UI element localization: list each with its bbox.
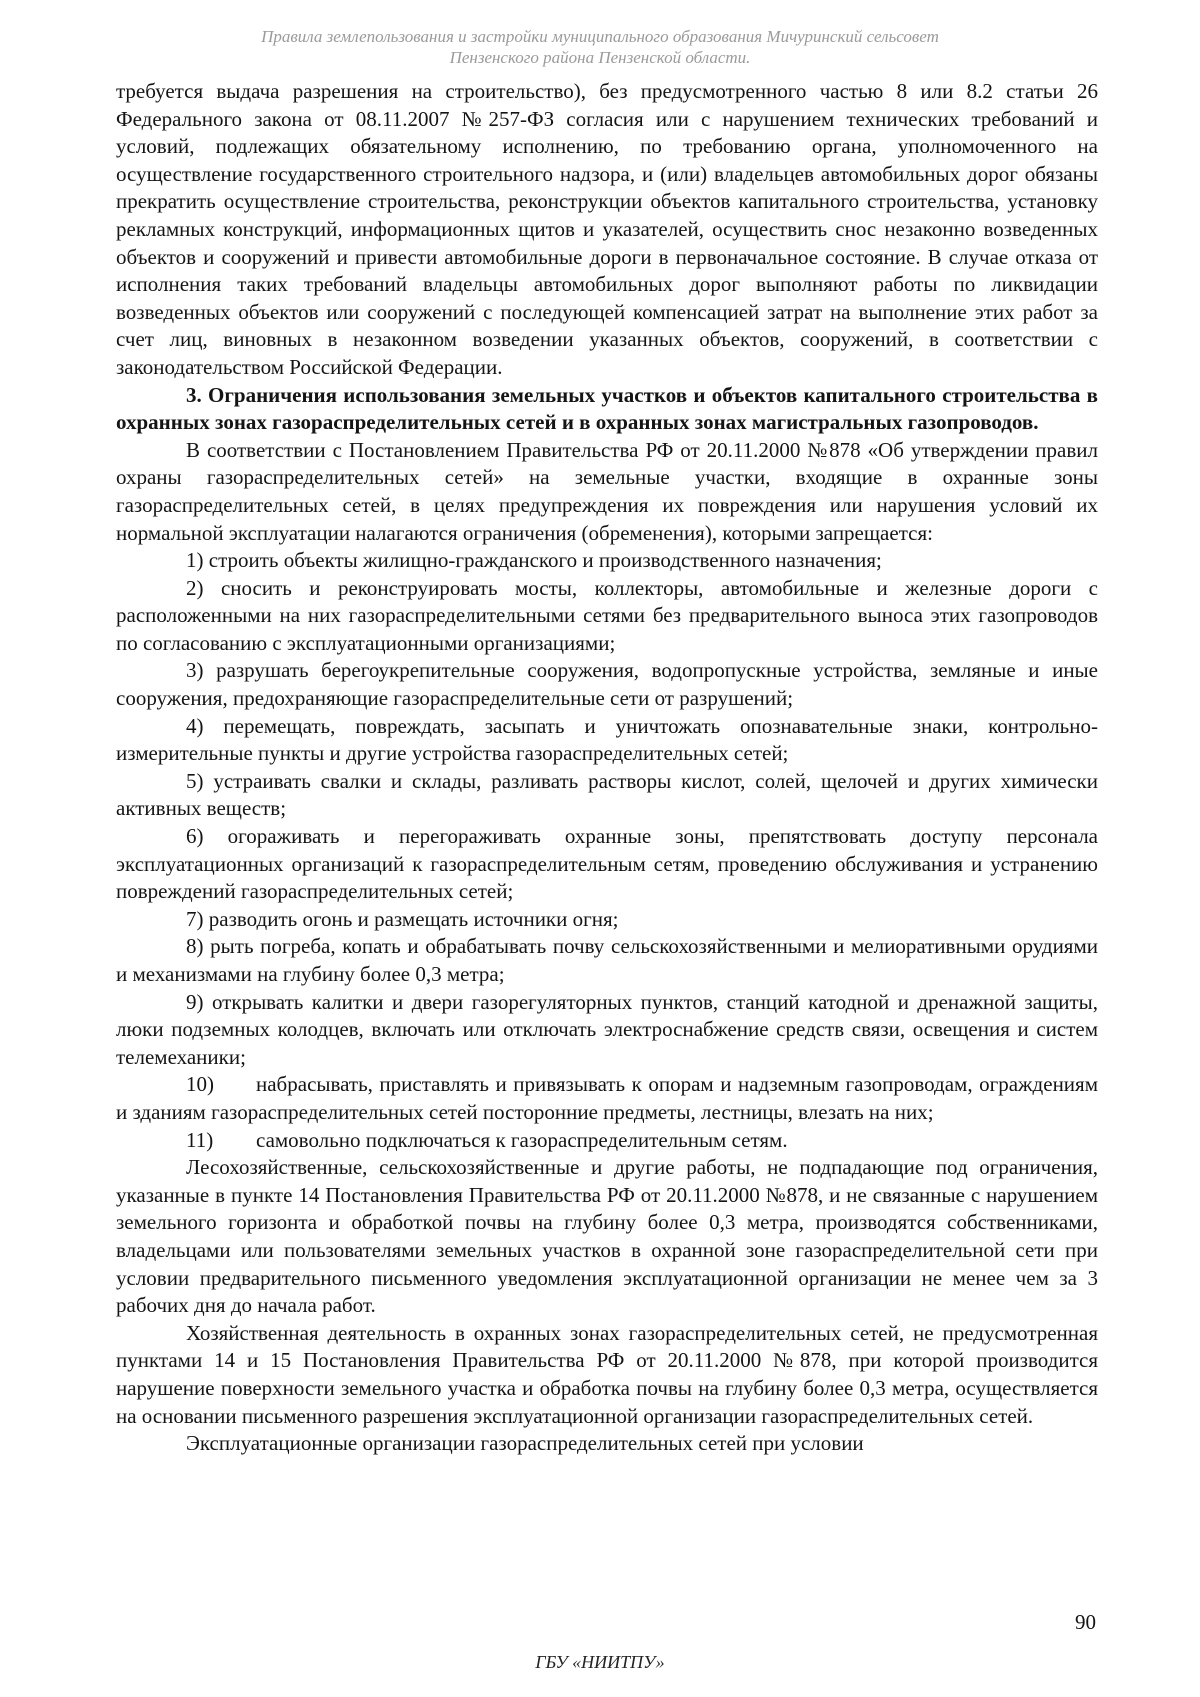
running-header-line-1: Правила землепользования и застройки муниципального образования Мичуринский сельсовет: [261, 27, 939, 46]
paragraph: Эксплуатационные организации газораспределительных сетей при условии: [186, 1431, 864, 1456]
list-item: 5) устраивать свалки и склады, разливать растворы кислот, солей, щелочей и других химически активных веществ;: [116, 768, 1098, 821]
list-number: 11): [186, 1127, 214, 1152]
running-header: [0, 26, 1200, 68]
paragraph: В соответствии с Постановлением Правительства РФ от 20.11.2000 №878 «Об утверждении правил охраны газораспределительных сетей» на земельные участки, входящие в охранные зоны газораспределительных сетей, в целях предупреждения их повреждения или нарушения условий их нормальной эксплуатации налагаются ограничения (обременения), которыми запрещается:: [116, 437, 1098, 545]
list-item-text: самовольно подключаться к газораспределительным сетям.: [256, 1127, 788, 1152]
footer: ГБУ «НИИТПУ»: [535, 1652, 665, 1672]
document-body: [116, 78, 1098, 1458]
list-item: 4) перемещать, повреждать, засыпать и уничтожать опознавательные знаки, контрольно-измерительные пункты и другие устройства газораспределительных сетей;: [116, 713, 1098, 766]
list-item: 2) сносить и реконструировать мосты, коллекторы, автомобильные и железные дороги с расположенными на них газораспределительными сетями без предварительного выноса этих газопроводов по согласованию с эксплуатационными организациями;: [116, 575, 1098, 655]
list-item: 1) строить объекты жилищно-гражданского и производственного назначения;: [186, 548, 882, 573]
paragraph: Лесохозяйственные, сельскохозяйственные и другие работы, не подпадающие под ограничения, указанные в пункте 14 Постановления Правительства РФ от 20.11.2000 №878, и не связанные с нарушением земельного горизонта и обработкой почвы на глубину более 0,3 метра, производятся собственниками, владельцами или пользователями земельных участков в охранной зоне газораспределительной сети при условии предварительного письменного уведомления эксплуатационной организации не менее чем за 3 рабочих дня до начала работ.: [116, 1155, 1098, 1318]
list-number: 10): [186, 1072, 214, 1097]
list-item: 8) рыть погреба, копать и обрабатывать почву сельскохозяйственными и мелиоративными орудиями и механизмами на глубину более 0,3 метра;: [116, 934, 1098, 986]
list-item: [116, 1127, 1098, 1155]
list-item: 7) разводить огонь и размещать источники огня;: [186, 906, 619, 931]
paragraph: Хозяйственная деятельность в охранных зонах газораспределительных сетей, не предусмотренная пунктами 14 и 15 Постановления Правительства РФ от 20.11.2000 №878, при которой производится нарушение поверхности земельного участка и обработка почвы на глубину более 0,3 метра, осуществляется на основании письменного разрешения эксплуатационной организации газораспределительных сетей.: [116, 1320, 1098, 1428]
page-number: 90: [1075, 1610, 1096, 1634]
list-item: [116, 1071, 1098, 1126]
list-item: 9) открывать калитки и двери газорегуляторных пунктов, станций катодной и дренажной защиты, люки подземных колодцев, включать или отключать электроснабжение средств связи, освещения и систем телемеханики;: [116, 989, 1098, 1069]
list-item-text: набрасывать, приставлять и привязывать к опорам и надземным газопроводам, ограждениям и зданиям газораспределительных сетей посторонние предметы, лестницы, влезать на них;: [116, 1072, 1098, 1124]
section-heading: 3. Ограничения использования земельных участков и объектов капитального строительства в охранных зонах газораспределительных сетей и в охранных зонах магистральных газопроводов.: [116, 382, 1098, 435]
paragraph: требуется выдача разрешения на строительство), без предусмотренного частью 8 или 8.2 статьи 26 Федерального закона от 08.11.2007 №257-ФЗ согласия или с нарушением технических требований и условий, подлежащих обязательному исполнению, по требованию органа, уполномоченного на осуществление государственного строительного надзора, и (или) владельцев автомобильных дорог обязаны прекратить осуществление строительства, реконструкции объектов капитального строительства, установку рекламных конструкций, информационных щитов и указателей, осуществить снос незаконно возведенных объектов и сооружений и привести автомобильные дороги в первоначальное состояние. В случае отказа от исполнения таких требований владельцы автомобильных дорог выполняют работы по ликвидации возведенных объектов или сооружений с последующей компенсацией затрат на выполнение этих работ за счет лиц, виновных в незаконном возведении указанных объектов, сооружений, в соответствии с законодательством Российской Федерации.: [116, 79, 1098, 379]
list-item: 3) разрушать берегоукрепительные сооружения, водопропускные устройства, земляные и иные сооружения, предохраняющие газораспределительные сети от разрушений;: [116, 658, 1098, 711]
running-header-line-2: Пензенского района Пензенской области.: [449, 48, 751, 67]
list-item: 6) огораживать и перегораживать охранные зоны, препятствовать доступу персонала эксплуатационных организаций к газораспределительным сетям, проведению обслуживания и устранению повреждений газораспределительных сетей;: [116, 824, 1098, 904]
